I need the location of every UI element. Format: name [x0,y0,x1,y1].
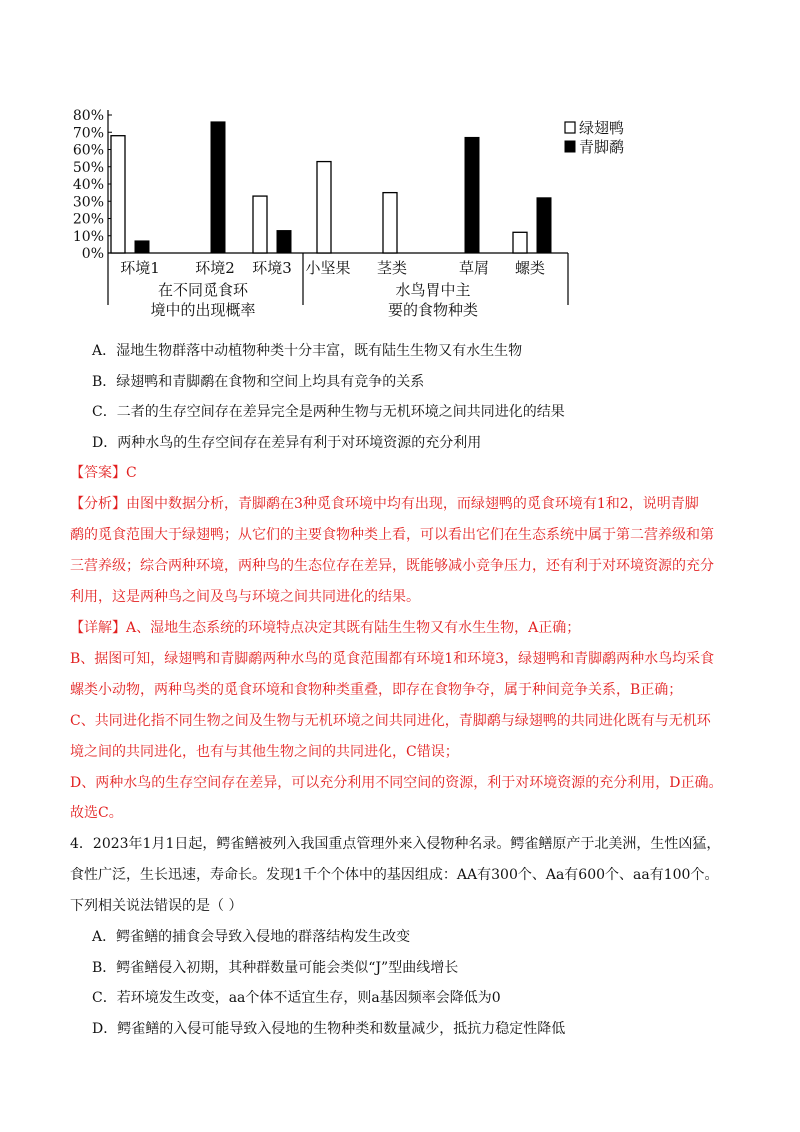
bar-chart [60,90,650,330]
legend [565,119,624,156]
bar-series-2 [537,198,551,253]
analysis-line-1: 【分析】由图中数据分析，青脚鹬在3种觅食环境中均有出现，而绿翅鸭的觅食环境有1和2，说明青脚 [70,496,699,512]
analysis-line-2: 鹬的觅食范围大于绿翅鸭；从它们的主要食物种类上看，可以看出它们在生态系统中属于第二营养级和第 [70,527,714,543]
bar-series-2 [211,122,225,253]
question-4-line-2: 食性广泛，生长迅速，寿命长。发现1千个个体中的基因组成：AA有300个、Aa有600个、aa有100个。 [70,867,719,883]
group-label-line-1: 在不同觅食环 [157,281,249,299]
y-tick-label: 60% [72,142,104,159]
y-tick-label: 0% [81,246,104,262]
detail-line-7: 故选C。 [70,805,123,821]
q4-option-c: C．若环境发生改变，aa个体不适宜生存，则a基因频率会降低为0 [92,990,501,1006]
x-tick-label: 环境2 [195,259,235,277]
bar-series-1 [513,232,527,253]
bar-series-1 [317,162,331,253]
bar-series-1 [111,136,125,253]
question-4-line-1: 4．2023年1月1日起，鳄雀鳝被列入我国重点管理外来入侵物种名录。鳄雀鳝原产于北美洲，生性凶猛， [70,836,721,852]
y-tick-label: 50% [72,159,104,176]
group-label-line-2: 要的食物种类 [387,301,479,319]
detail-line-5: 境之间的共同进化，也有与其他生物之间的共同进化，C错误； [70,744,459,760]
bars [111,122,551,253]
bar-series-1 [383,193,397,253]
q4-option-a: A．鳄雀鳝的捕食会导致入侵地的群落结构发生改变 [92,929,411,945]
detail-line-1: 【详解】A、湿地生态系统的环境特点决定其既有陆生生物又有水生生物，A正确； [70,620,581,636]
bar-series-1 [253,196,267,253]
option-c: C．二者的生存空间存在差异完全是两种生物与无机环境之间共同进化的结果 [92,404,565,420]
option-b: B．绿翅鸭和青脚鹬在食物和空间上均具有竞争的关系 [92,374,425,390]
option-a: A．湿地生物群落中动植物种类十分丰富，既有陆生生物又有水生生物 [92,343,523,359]
y-tick-label: 30% [72,194,104,211]
legend-swatch-series-1 [565,122,575,133]
analysis-line-3: 三营养级；综合两种环境，两种鸟的生态位存在差异，既能够减小竞争压力，还有利于对环境资源的充分 [70,558,714,574]
x-tick-label: 环境3 [252,259,292,277]
x-tick-label: 环境1 [120,259,160,277]
legend-label-series-2: 青脚鹬 [579,138,625,156]
detail-line-6: D、两种水鸟的生存空间存在差异，可以充分利用不同空间的资源，利于对环境资源的充分利用，D正确。 [70,775,723,791]
x-tick-label: 小坚果 [305,259,351,277]
detail-line-4: C、共同进化指不同生物之间及生物与无机环境之间共同进化，青脚鹬与绿翅鸭的共同进化既有与无机环 [70,713,711,729]
question-4-line-3: 下列相关说法错误的是（ ） [70,898,243,914]
detail-line-2: B、据图可知，绿翅鸭和青脚鹬两种水鸟的觅食范围都有环境1和环境3，绿翅鸭和青脚鹬两种水鸟均采食 [70,651,715,667]
group-label-line-2: 境中的出现概率 [150,301,256,319]
answer: 【答案】C [70,465,137,481]
y-tick-label: 20% [72,211,104,228]
y-tick-label: 70% [72,125,104,142]
bar-series-2 [465,137,479,253]
q4-option-d: D．鳄雀鳝的入侵可能导致入侵地的生物种类和数量减少，抵抗力稳定性降低 [92,1021,566,1037]
y-tick-label: 40% [72,177,104,193]
detail-line-3: 螺类小动物，两种鸟类的觅食环境和食物种类重叠，即存在食物争夺，属于种间竞争关系，B正确； [70,682,683,698]
y-tick-label: 80% [72,108,104,124]
option-d: D．两种水鸟的生存空间存在差异有利于对环境资源的充分利用 [92,435,482,451]
bar-series-2 [277,231,291,253]
x-tick-label: 螺类 [514,259,546,277]
x-tick-label: 茎类 [376,259,408,277]
y-tick-label: 10% [72,228,104,245]
group-label-line-1: 水鸟胃中主 [395,281,471,299]
x-tick-label: 草屑 [458,259,490,277]
q4-option-b: B．鳄雀鳝侵入初期，其种群数量可能会类似“J”型曲线增长 [92,960,459,976]
x-axis-labels [120,259,545,277]
legend-swatch-series-2 [565,141,575,152]
legend-label-series-1: 绿翅鸭 [579,119,625,137]
analysis-line-4: 利用，这是两种鸟之间及鸟与环境之间共同进化的结果。 [70,589,420,605]
bar-series-2 [135,241,149,253]
